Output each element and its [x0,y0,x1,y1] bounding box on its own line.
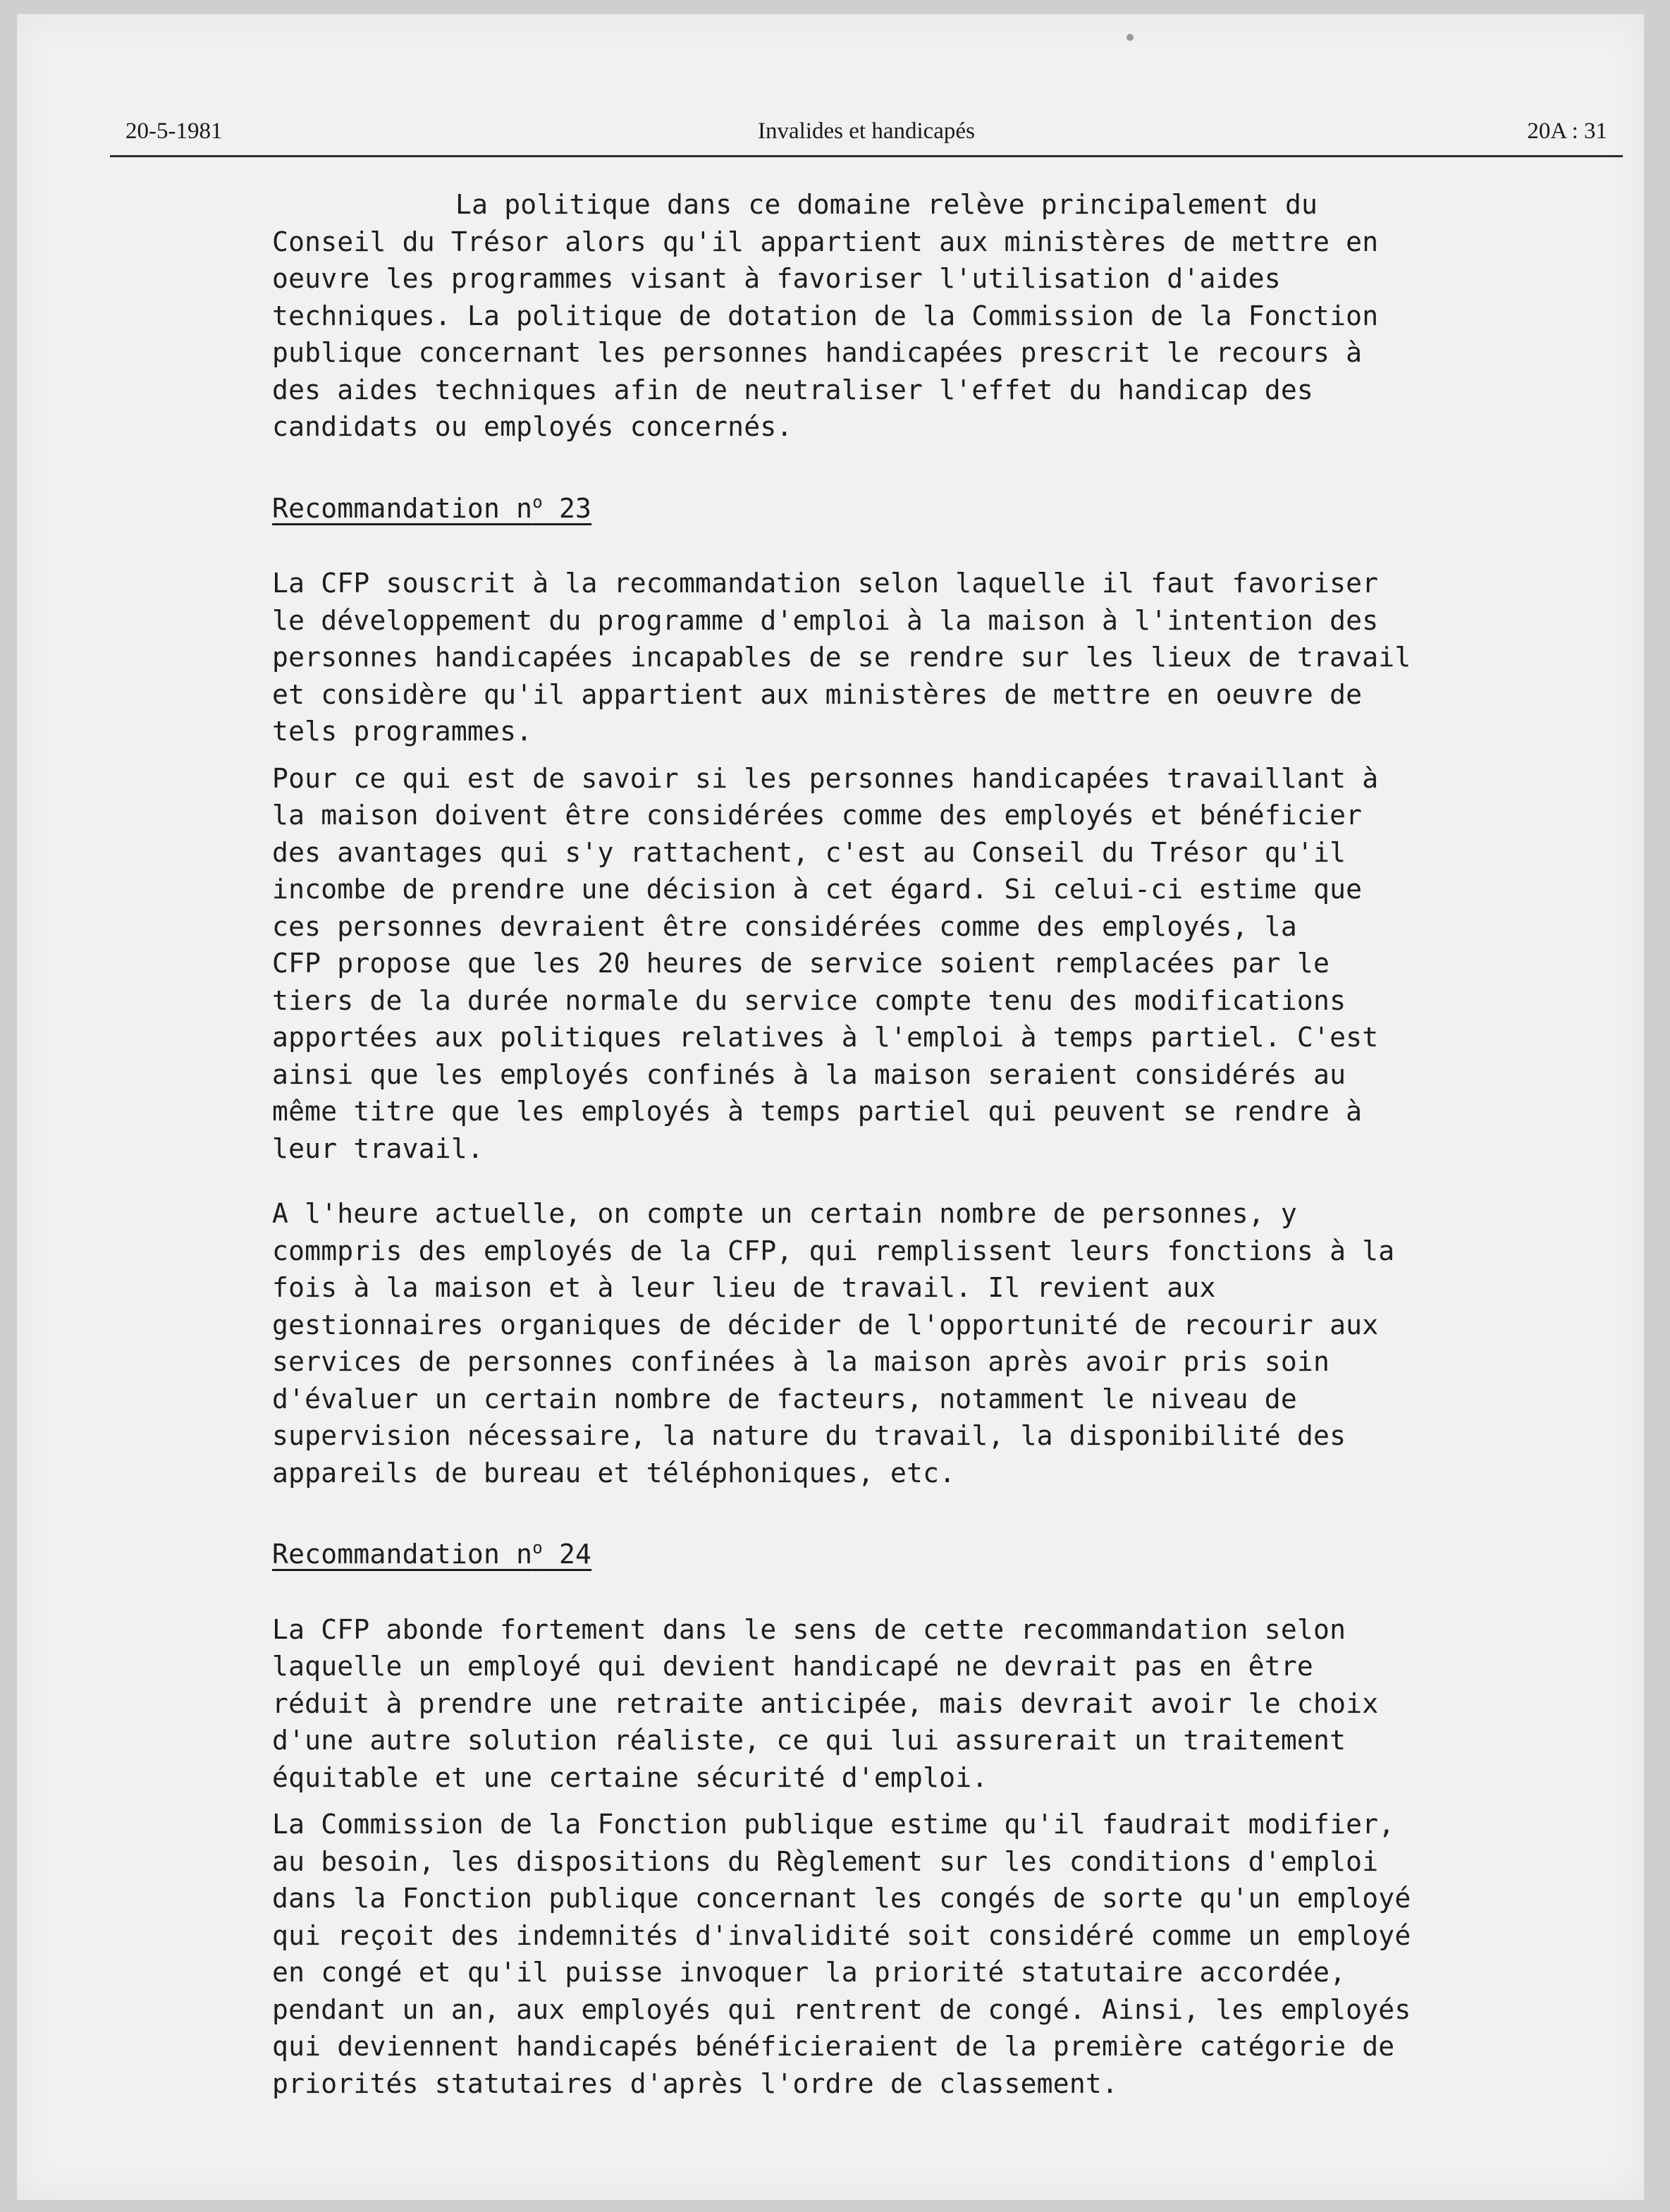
header-page-number: 20A : 31 [1527,118,1607,144]
section-heading-rec24 [272,1529,591,1573]
paper-speck [1126,34,1134,41]
header-date: 20-5-1981 [125,118,223,144]
rec24-paragraph-1: La CFP abonde fortement dans le sens de cette recommandation selon laquelle un employé qui devient handicapé ne devrait pas en être réduit à prendre une retraite anticipée, mais devrait avoir le choix d'une autre solution réaliste, ce qui lui assurerait un traitement équitable et une certaine sécurité d'emploi. [272,1613,1379,1793]
rec23-paragraph-1: La CFP souscrit à la recommandation selon laquelle il faut favoriser le développement du programme d'emploi à la maison à l'intention des personnes handicapées incapables de se rendre sur les lieux de travail et considère qu'il appartient aux ministères de mettre en oeuvre de tels programmes. [272,568,1411,747]
running-header [110,113,1623,157]
document-body [272,186,1562,2102]
heading-number: 23 [558,492,592,524]
page-sheet [17,14,1644,2200]
rec23-paragraph-2: Pour ce qui est de savoir si les personnes handicapées travaillant à la maison doivent être considérées comme des employés et bénéficier des avantages qui s'y rattachent, c'est au Conseil du Trésor qu'il incombe de prendre une décision à cet égard. Si celui-ci estime que ces personnes devraient être considérées comme des employés, la CFP propose que les 20 heures de service soient remplacées par le tiers de la durée normale du service compte tenu des modifications apportées aux politiques relatives à l'emploi à temps partiel. C'est ainsi que les employés confinés à la maison seraient considérés au même titre que les employés à temps partiel qui peuvent se rendre à leur travail. [272,762,1379,1164]
rec24-paragraph-2: La Commission de la Fonction publique estime qu'il faudrait modifier, au besoin, les dispositions du Règlement sur les conditions d'emploi dans la Fonction publique concernant les congés de sorte qu'un employé qui reçoit des indemnités d'invalidité soit considéré comme un employé en congé et qu'il puisse invoquer la priorité statutaire accordée, pendant un an, aux employés qui rentrent de congé. Ainsi, les employés qui deviennent handicapés bénéficieraient de la première catégorie de priorités statutaires d'après l'ordre de classement. [272,1809,1411,2099]
heading-prefix: Recommandation n [272,492,533,524]
heading-superscript: o [532,1538,543,1558]
header-title: Invalides et handicapés [758,118,975,144]
rec23-paragraph-3: A l'heure actuelle, on compte un certain nombre de personnes, y commpris des employés de la CFP, qui remplissent leurs fonctions à la fois à la maison et à leur lieu de travail. Il revient aux gestionnaires organiques de décider de l'opportunité de recourir aux services de personnes confinées à la maison après avoir pris soin d'évaluer un certain nombre de facteurs, notamment le niveau de supervision nécessaire, la nature du travail, la disponibilité des appareils de bureau et téléphoniques, etc. [272,1198,1395,1489]
heading-superscript: o [532,491,543,512]
intro-paragraph: La politique dans ce domaine relève principalement du Conseil du Trésor alors qu'il appartient aux ministères de mettre en oeuvre les programmes visant à favoriser l'utilisation d'aides techniques. La politique de dotation de la Commission de la Fonction publique concernant les personnes handicapées prescrit le recours à des aides techniques afin de neutraliser l'effet du handicap des candidats ou employés concernés. [272,189,1379,442]
heading-prefix: Recommandation n [272,1539,533,1570]
section-heading-rec23 [272,484,591,527]
heading-number: 24 [558,1539,592,1570]
